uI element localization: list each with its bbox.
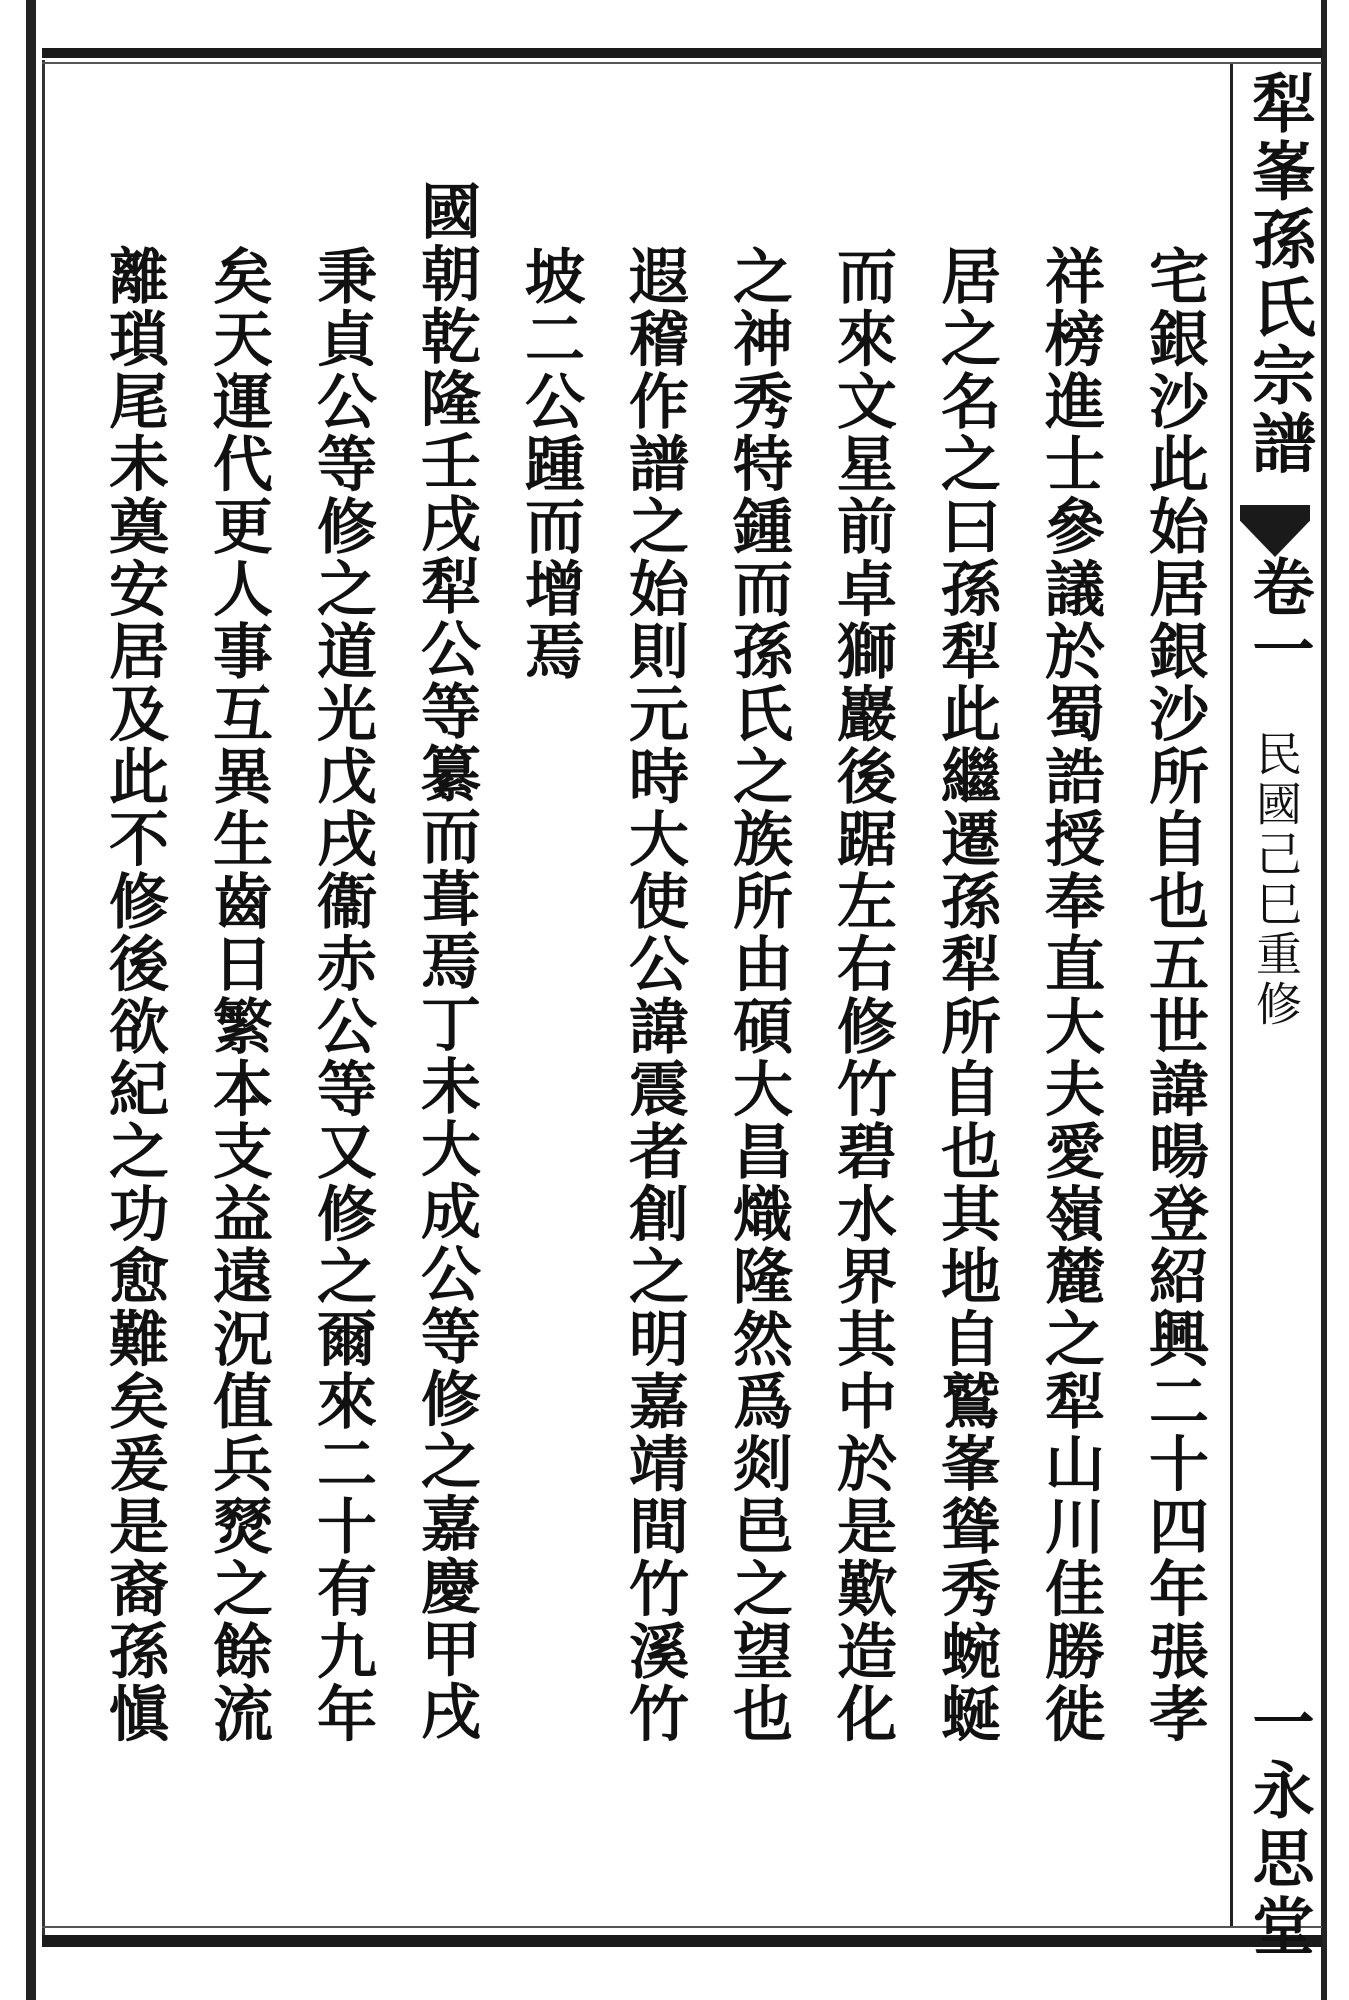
- border-bottom-rule: [42, 1935, 1322, 1947]
- volume-label: 卷一: [1242, 555, 1315, 679]
- hall-name: 一永思堂: [1242, 1690, 1315, 1962]
- text-column-8: 國朝乾隆壬戌犁公等纂而葺焉丁未大成公等修之嘉慶甲戌: [411, 180, 481, 1743]
- text-column-5: 之神秀特鍾而孫氏之族所由碩大昌熾隆然爲剡邑之望也: [723, 245, 793, 1745]
- border-top-rule: [42, 48, 1322, 58]
- text-column-6: 遐稽作譜之始則元時大使公諱震者創之明嘉靖間竹溪竹: [619, 245, 689, 1745]
- text-column-9: 秉貞公等修之道光戊戌衞赤公等又修之爾來二十有九年: [307, 245, 377, 1745]
- page-edge-right: [1321, 0, 1349, 2000]
- edition-label: 民國己巳重修: [1249, 730, 1303, 1030]
- text-column-4: 而來文星前卓獅巖後踞左右修竹碧水界其中於是歎造化: [827, 245, 897, 1745]
- border-top-thin-rule: [42, 62, 1322, 64]
- text-column-11: 離瑣尾未奠安居及此不修後欲紀之功愈難矣爰是裔孫愼: [99, 245, 169, 1745]
- border-left-line: [42, 60, 45, 1940]
- text-column-2: 祥榜進士參議於蜀誥授奉直大夫愛嶺麓之犁山川佳勝徙: [1035, 245, 1105, 1745]
- text-column-3: 居之名之曰孫犁此繼遷孫犁所自也其地自鷲峯聳秀蜿蜒: [931, 245, 1001, 1745]
- border-bottom-thin-rule: [42, 1926, 1322, 1928]
- book-title: 犁峯孫氏宗譜: [1241, 70, 1316, 478]
- page-edge-left: [26, 0, 36, 2000]
- text-column-10: 矣天運代更人事互異生齒日繁本支益遠況值兵燹之餘流: [203, 245, 273, 1745]
- text-column-7: 坡二公踵而增焉: [515, 245, 585, 683]
- text-column-1: 宅銀沙此始居銀沙所自也五世諱暘登紹興二十四年張孝: [1139, 245, 1209, 1745]
